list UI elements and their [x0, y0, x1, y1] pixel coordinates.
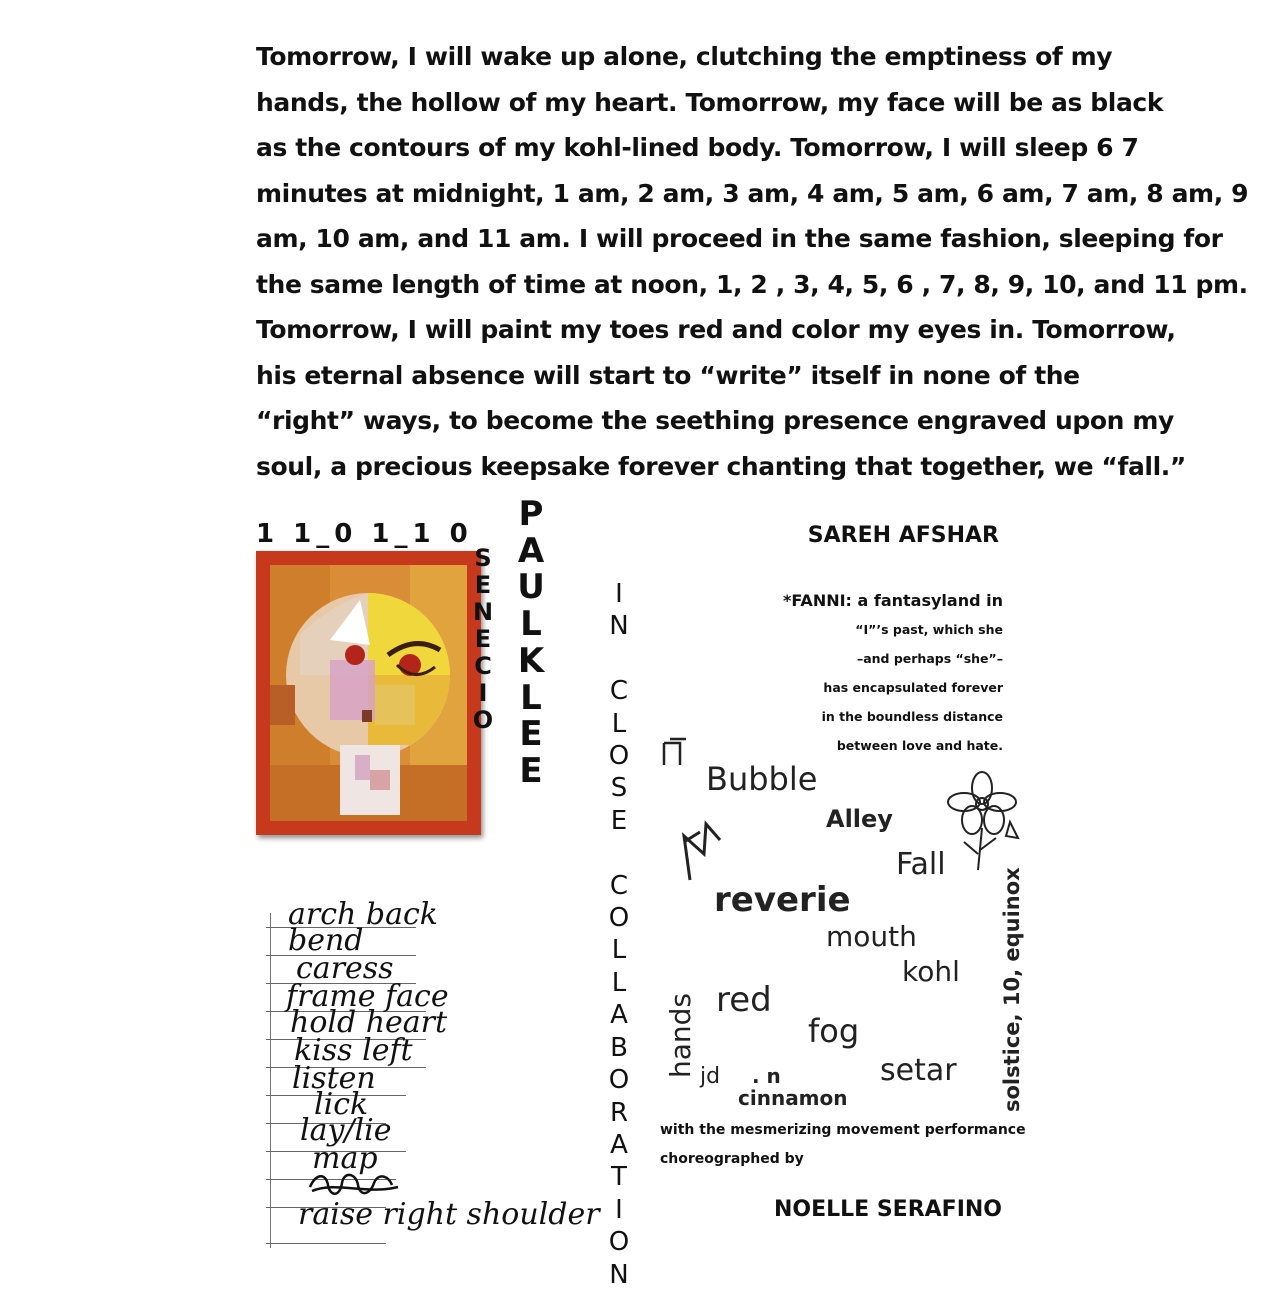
vertical-letter: P: [518, 494, 544, 534]
vertical-letter: R: [609, 1097, 629, 1128]
movement-item: lay/lie: [300, 1113, 392, 1148]
vertical-letter: U: [517, 567, 545, 608]
vertical-letter: I: [615, 1194, 623, 1225]
poem-line: his eternal absence will start to “write” itself in none of the: [256, 360, 1080, 390]
word-bubble: Bubble: [706, 760, 818, 798]
choreographer-name: NOELLE SERAFINO: [773, 1197, 1002, 1222]
movement-item: arch back: [288, 897, 438, 932]
poem-line: minutes at midnight, 1 am, 2 am, 3 am, 4 am, 5 am, 6 am, 7 am, 8 am, 9: [256, 178, 1249, 208]
vertical-letter: K: [517, 640, 545, 681]
performance-credit: choreographed by: [660, 1151, 804, 1167]
movement-item: caress: [296, 951, 394, 986]
poem-line: Tomorrow, I will wake up alone, clutching the emptiness of my: [256, 42, 1113, 71]
vertical-letter: A: [610, 1000, 628, 1031]
scribbled-out-word-icon: [306, 1169, 406, 1199]
poem-line: Tomorrow, I will paint my toes red and color my eyes in. Tomorrow,: [256, 315, 1176, 344]
word-cinnamon: cinnamon: [738, 1086, 848, 1110]
word-hands: hands: [664, 992, 697, 1078]
poem-line: hands, the hollow of my heart. Tomorrow, my face will be as black: [256, 87, 1164, 117]
movement-notepad: [266, 895, 638, 1251]
poem-line: as the contours of my kohl-lined body. Tomorrow, I will sleep 6 7: [256, 133, 1139, 162]
word-setar: setar: [880, 1053, 957, 1088]
fanni-note: [763, 586, 1003, 760]
vertical-letter: C: [609, 676, 629, 707]
vertical-letter: L: [611, 708, 627, 739]
flower-sketch-icon: [940, 758, 1025, 878]
vertical-letter: [615, 837, 623, 869]
poem-line: the same length of time at noon, 1, 2 , 3, 4, 5, 6 , 7, 8, 9, 10, and 11 pm.: [256, 269, 1248, 299]
vertical-letter: I: [478, 679, 488, 707]
poem-line: “right” ways, to become the seething presence engraved upon my: [256, 406, 1174, 435]
vertical-letter: C: [474, 652, 492, 680]
word-fall: Fall: [896, 847, 946, 882]
scribble-mark-icon: [660, 735, 690, 770]
vertical-letter: O: [608, 741, 630, 772]
vertical-letter: T: [611, 1162, 627, 1193]
movement-item: frame face: [286, 979, 449, 1014]
vertical-letter: C: [609, 870, 629, 901]
word-alley: Alley: [826, 805, 893, 833]
vertical-letter: S: [474, 544, 492, 572]
movement-item: bend: [288, 923, 364, 958]
word-solstice-equinox: solstice, 10, equinox: [1000, 867, 1024, 1112]
author-name: SAREH AFSHAR: [807, 523, 999, 548]
vertical-letter: S: [610, 773, 628, 804]
vertical-letter: B: [610, 1032, 628, 1063]
movement-item: raise right shoulder: [298, 1197, 600, 1232]
movement-item: kiss left: [294, 1033, 413, 1068]
poem-text: [256, 34, 1249, 489]
movement-item: hold heart: [290, 1005, 448, 1040]
note-line: between love and hate.: [836, 738, 1003, 753]
vertical-letter: L: [611, 967, 627, 998]
vertical-letter: A: [517, 530, 545, 571]
vertical-letter: I: [615, 579, 623, 609]
vertical-letter: L: [611, 935, 627, 966]
poem-line: am, 10 am, and 11 am. I will proceed in the same fashion, sleeping for: [256, 224, 1223, 253]
movement-item: map: [312, 1141, 378, 1176]
vertical-letter: E: [610, 805, 628, 836]
leaf-sketch-icon: [676, 818, 726, 883]
vertical-letter: O: [472, 706, 494, 734]
vertical-letter: L: [520, 604, 542, 645]
word-mouth: mouth: [826, 920, 917, 953]
movement-item: listen: [292, 1061, 376, 1096]
vertical-letter: [615, 643, 623, 675]
performance-credit: with the mesmerizing movement performance: [660, 1122, 1026, 1138]
date-label: 1 1_0 1_1 0: [256, 519, 473, 549]
notepad-margin: [270, 913, 271, 1248]
word-fog: fog: [808, 1012, 860, 1050]
painting-image: [256, 551, 481, 835]
vertical-letter: E: [474, 625, 492, 653]
vertical-letter: N: [609, 1259, 629, 1290]
artist-name-vertical: [515, 496, 547, 790]
vertical-letter: A: [610, 1129, 628, 1160]
poem-line: soul, a precious keepsake forever chanting that together, we “fall.”: [256, 451, 1186, 481]
vertical-letter: O: [608, 1227, 630, 1258]
vertical-letter: L: [520, 677, 542, 718]
painting-title-vertical: [470, 545, 496, 734]
vertical-letter: N: [609, 611, 629, 642]
word-red: red: [716, 980, 772, 1020]
note-line: *FANNI: a fantasyland in: [782, 591, 1003, 610]
vertical-letter: E: [519, 714, 543, 755]
vertical-letter: E: [519, 750, 543, 791]
vertical-letter: O: [608, 903, 630, 934]
note-line: –and perhaps “she”–: [856, 651, 1003, 666]
note-line: in the boundless distance: [821, 709, 1003, 724]
vertical-letter: N: [472, 598, 494, 626]
note-line: has encapsulated forever: [823, 680, 1003, 695]
movement-item: lick: [314, 1087, 369, 1122]
word-reverie: reverie: [714, 880, 851, 920]
vertical-letter: O: [608, 1065, 630, 1096]
word-fragment: jd: [700, 1064, 721, 1089]
vertical-letter: E: [474, 571, 492, 599]
word-fragment: . n: [752, 1064, 781, 1088]
notepad-rule: [266, 1243, 386, 1244]
senecio-face-illustration: [270, 565, 467, 821]
note-line: “I”’s past, which she: [855, 622, 1003, 637]
word-kohl: kohl: [902, 955, 960, 988]
